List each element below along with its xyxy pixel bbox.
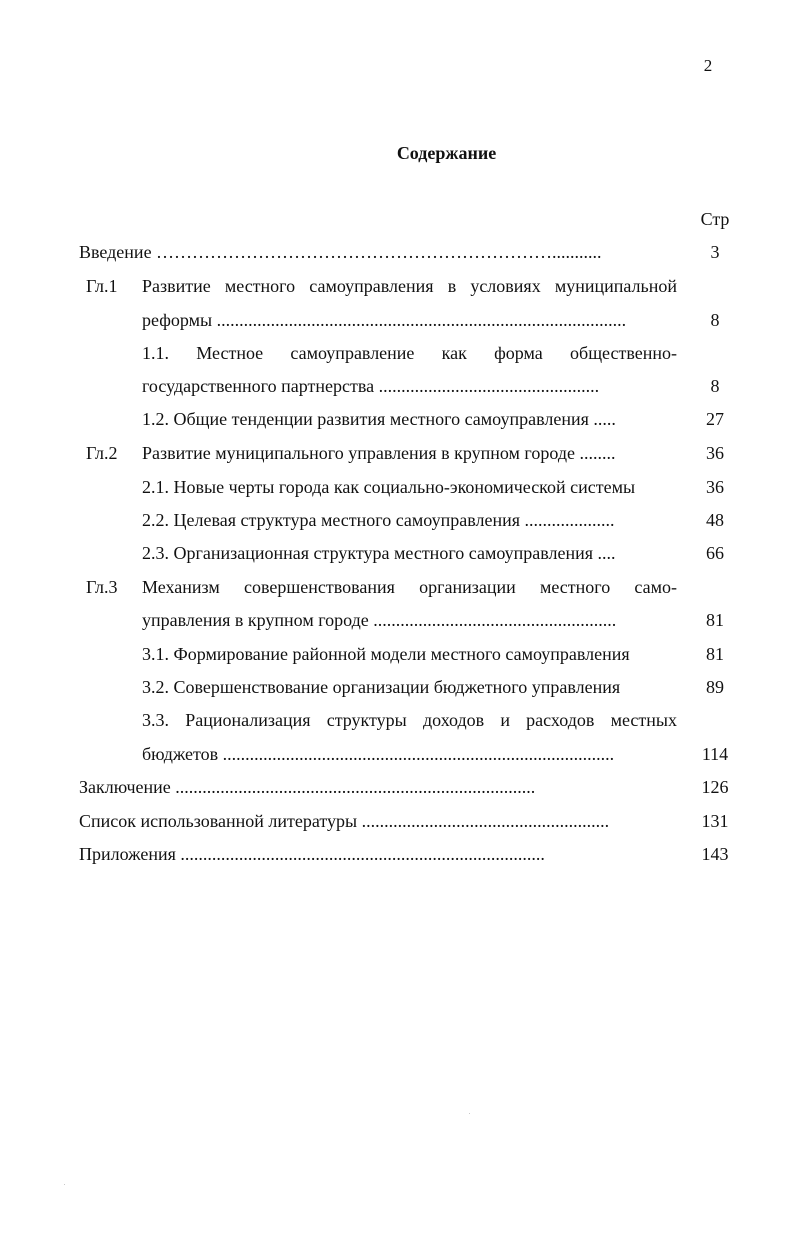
toc-conclusion-page: 126 xyxy=(701,777,729,797)
toc-ch2-label: Гл.2 xyxy=(86,443,118,463)
toc-ch3-s3-page: 114 xyxy=(701,744,729,764)
toc-ch1-line1: Развитие местного самоуправления в условиях муниципальной xyxy=(142,276,677,296)
toc-ch2-s3-text: 2.3. Организационная структура местного самоуправления .... xyxy=(142,543,616,563)
toc-ch1-s1-line2: государственного партнерства ................................................. xyxy=(142,376,600,396)
toc-ch2-s1-page: 36 xyxy=(706,477,724,497)
toc-intro-text: Введение …………………………………………………………........... xyxy=(79,242,602,262)
toc-ch1-label: Гл.1 xyxy=(86,276,118,296)
toc-references-text: Список использованной литературы ....................................................... xyxy=(79,811,610,831)
toc-appendices-page: 143 xyxy=(701,844,729,864)
toc-ch3-label: Гл.3 xyxy=(86,577,118,597)
toc-ch1-s1-page: 8 xyxy=(710,376,720,396)
toc-ch3-s3-line1: 3.3. Рационализация структуры доходов и расходов местных xyxy=(142,710,677,730)
toc-references-page: 131 xyxy=(701,811,729,831)
page-title: Содержание xyxy=(396,143,497,163)
toc-ch3-s3-line2: бюджетов ....................................................................................... xyxy=(142,744,615,764)
toc-ch3-s1-page: 81 xyxy=(706,644,724,664)
toc-ch2-page: 36 xyxy=(706,443,724,463)
scan-speck xyxy=(469,1113,470,1114)
toc-ch2-s2-text: 2.2. Целевая структура местного самоуправления .................... xyxy=(142,510,615,530)
toc-ch1-s2-page: 27 xyxy=(706,409,724,429)
toc-ch1-s2-text: 1.2. Общие тенденции развития местного самоуправления ..... xyxy=(142,409,616,429)
toc-ch3-s2-page: 89 xyxy=(706,677,724,697)
toc-ch2-s1-text: 2.1. Новые черты города как социально-экономической системы xyxy=(142,477,636,497)
toc-ch2-s2-page: 48 xyxy=(706,510,724,530)
page-column-header: Стр xyxy=(700,209,730,229)
toc-conclusion-text: Заключение ................................................................................ xyxy=(79,777,536,797)
toc-ch3-s2-text: 3.2. Совершенствование организации бюджетного управления xyxy=(142,677,621,697)
toc-ch3-page: 81 xyxy=(706,610,724,630)
toc-ch2-s3-page: 66 xyxy=(706,543,724,563)
toc-intro-page: 3 xyxy=(710,242,720,262)
toc-ch3-line2: управления в крупном городе ...................................................... xyxy=(142,610,617,630)
toc-ch2-text: Развитие муниципального управления в крупном городе ........ xyxy=(142,443,616,463)
toc-ch3-s1-text: 3.1. Формирование районной модели местного самоуправления xyxy=(142,644,630,664)
page-number: 2 xyxy=(703,56,713,75)
toc-ch1-s1-line1: 1.1. Местное самоуправление как форма общественно- xyxy=(142,343,677,363)
toc-ch1-line2: реформы ........................................................................................... xyxy=(142,310,627,330)
toc-ch1-page: 8 xyxy=(710,310,720,330)
toc-appendices-text: Приложения ................................................................................. xyxy=(79,844,545,864)
toc-ch3-line1: Механизм совершенствования организации местного само- xyxy=(142,577,677,597)
scan-speck xyxy=(64,1184,65,1185)
